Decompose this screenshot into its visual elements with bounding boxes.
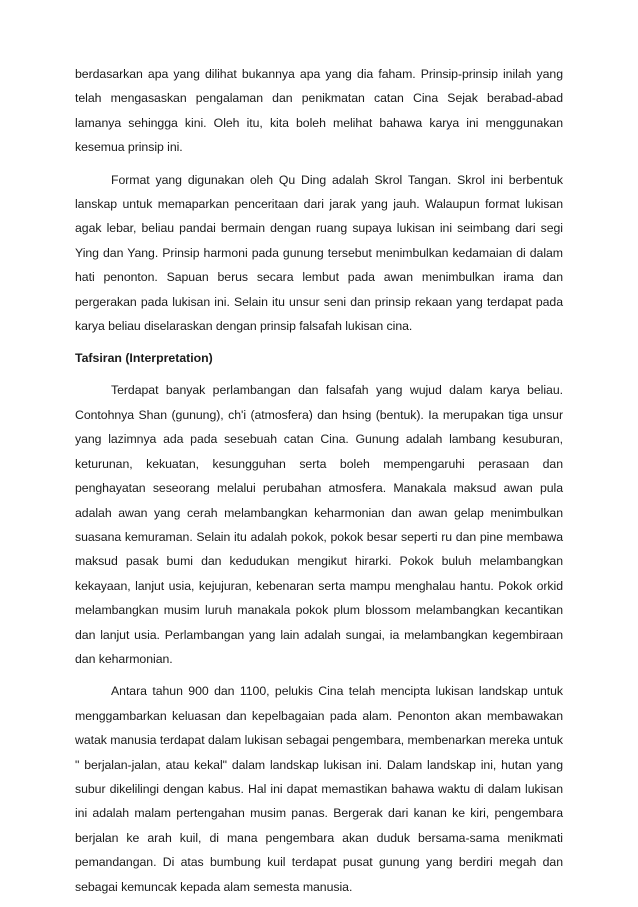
paragraph-landscape: Antara tahun 900 dan 1100, pelukis Cina telah mencipta lukisan landskap untuk menggambarkan keluasan dan kepelbagaian pada alam. Penonton akan membawakan watak manusia terdapat dalam lukisan sebagai pengembara, membenarkan mereka untuk " berjalan-jalan, atau kekal" dalam landskap lukisan ini. Dalam landskap ini, hutan yang subur dikelilingi dengan kabus. Hal ini dapat memastikan bahawa waktu di dalam lukisan ini adalah malam pertengahan musim panas. Bergerak dari kanan ke kiri, pengembara berjalan ke arah kuil, di mana pengembara akan duduk bersama-sama menikmati pemandangan. Di atas bumbung kuil terdapat pusat gunung yang berdiri megah dan sebagai kemuncak kepada alam semesta manusia. [75,684,563,894]
document-body [75,62,563,907]
section-heading-interpretation: Tafsiran (Interpretation) [75,351,213,366]
paragraph-symbolism: Terdapat banyak perlambangan dan falsafah yang wujud dalam karya beliau. Contohnya Shan (gunung), ch'i (atmosfera) dan hsing (bentuk). Ia merupakan tiga unsur yang lazimnya ada pada sesebuah catan Cina. Gunung adalah lambang kesuburan, keturunan, kekuatan, kesungguhan serta boleh mempengaruhi perasaan dan penghayatan seseorang melalui perubahan atmosfera. Manakala maksud awan pula adalah awan yang cerah melambangkan keharmonian dan awan gelap menimbulkan suasana kemuraman. Selain itu adalah pokok, pokok besar seperti ru dan pine membawa maksud pasak bumi dan kedudukan mengikut hirarki. Pokok buluh melambangkan kekayaan, lanjut usia, kejujuran, kebenaran serta mampu menghalau hantu. Pokok orkid melambangkan musim luruh manakala pokok plum blossom melambangkan kecantikan dan lanjut usia. Perlambangan yang lain adalah sungai, ia melambangkan kegembiraan dan keharmonian. [75,383,563,666]
paragraph-intro: berdasarkan apa yang dilihat bukannya apa yang dia faham. Prinsip-prinsip inilah yang telah mengasaskan pengalaman dan penikmatan catan Cina Sejak berabad-abad lamanya sehingga kini. Oleh itu, kita boleh melihat bahawa karya ini menggunakan kesemua prinsip ini. [75,67,563,155]
paragraph-format: Format yang digunakan oleh Qu Ding adalah Skrol Tangan. Skrol ini berbentuk lanskap untuk memaparkan penceritaan dari jarak yang jauh. Walaupun format lukisan agak lebar, beliau pandai bermain dengan ruang supaya lukisan ini seimbang dari segi Ying dan Yang. Prinsip harmoni pada gunung tersebut menimbulkan kedamaian di dalam hati penonton. Sapuan berus secara lembut pada awan menimbulkan irama dan pergerakan pada lukisan ini. Selain itu unsur seni dan prinsip rekaan yang terdapat pada karya beliau diselaraskan dengan prinsip falsafah lukisan cina. [75,172,563,334]
